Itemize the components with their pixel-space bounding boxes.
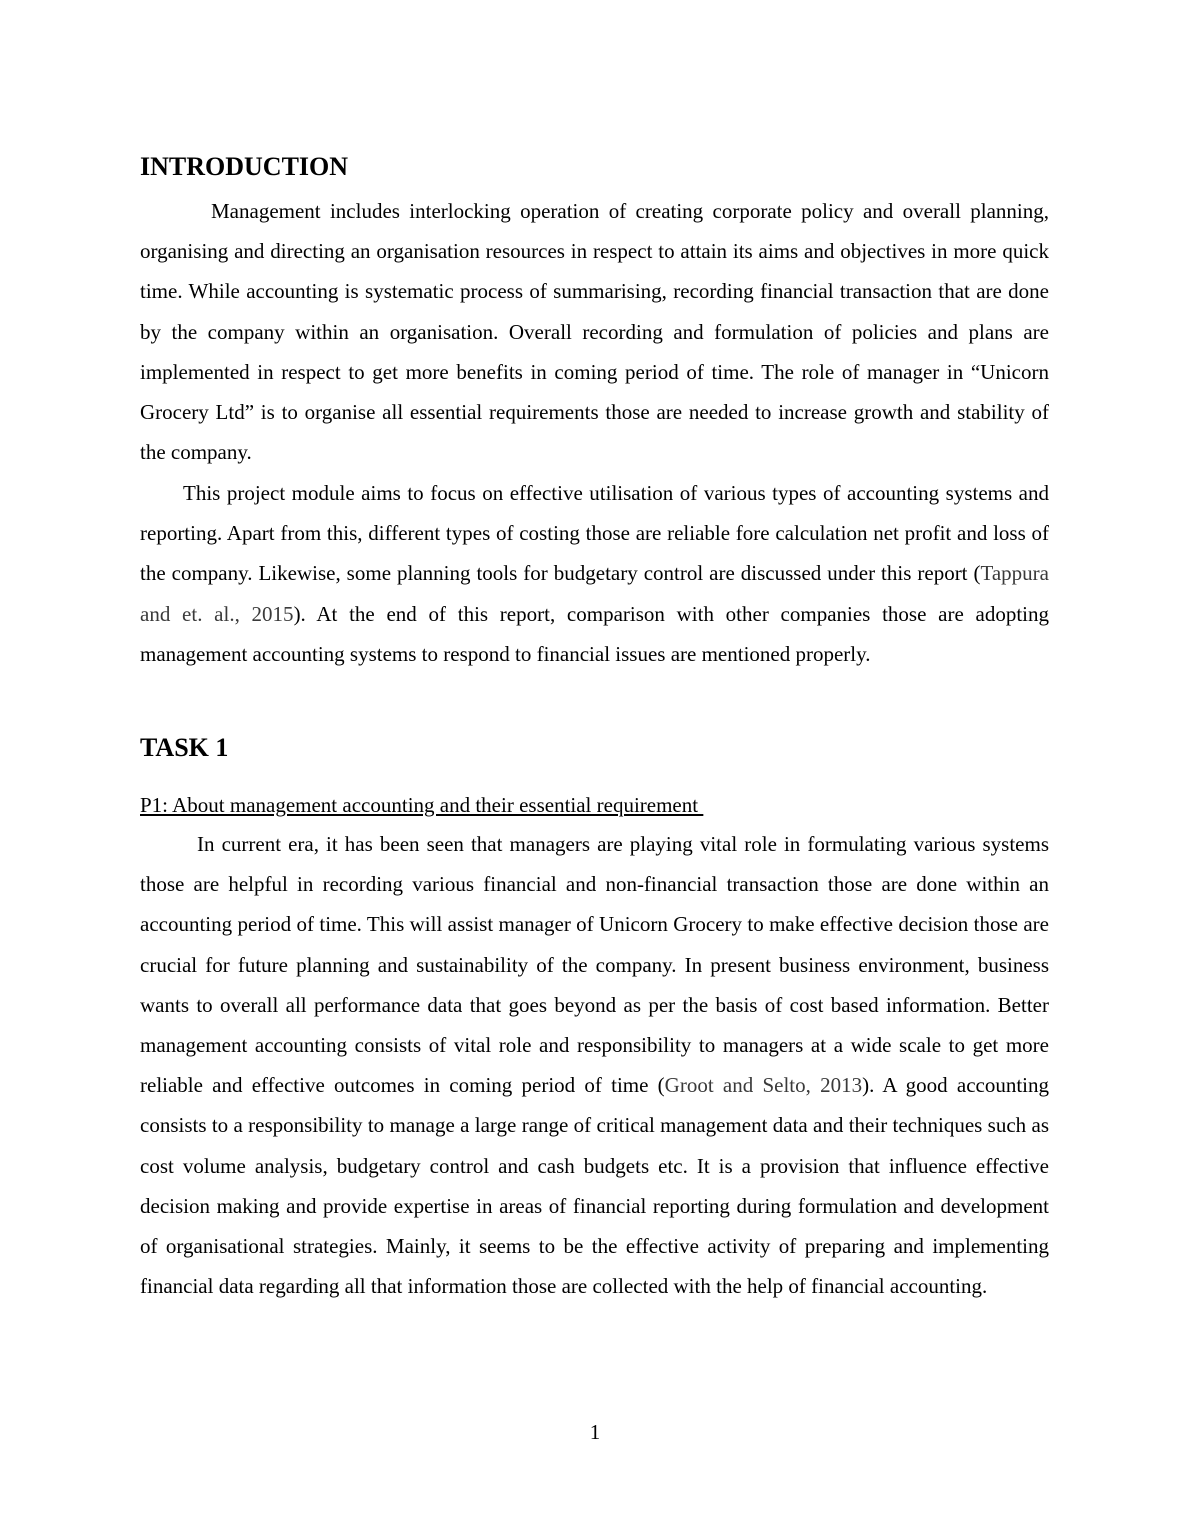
citation-groot-selto: Groot and Selto, 2013 xyxy=(664,1073,863,1098)
task1-paragraph xyxy=(140,824,1049,1306)
p1-subheading: P1: About management accounting and their essential requirement xyxy=(140,793,704,817)
citation-tappura: Tappura and et. al., 2015 xyxy=(140,561,1049,626)
page-number: 1 xyxy=(589,1420,601,1444)
introduction-paragraph-2-text-start: This project module aims to focus on effective utilisation of various types of accounting systems and reporting. Apart from this, different types of costing those are reliable fore calculation net profit and loss of the company. Likewise, some planning tools for budgetary control are discussed under this report ( xyxy=(140,481,1049,586)
introduction-paragraph-2-text-end: ). At the end of this report, comparison with other companies those are adopting management accounting systems to respond to financial issues are mentioned properly. xyxy=(140,601,1049,666)
task1-heading: TASK 1 xyxy=(140,733,229,762)
introduction-paragraph-1: Management includes interlocking operation of creating corporate policy and overall planning, organising and directing an organisation resources in respect to attain its aims and objectives in more quick time. While accounting is systematic process of summarising, recording financial transaction that are done by the company within an organisation. Overall recording and formulation of policies and plans are implemented in respect to get more benefits in coming period of time. The role of manager in “Unicorn Grocery Ltd” is to organise all essential requirements those are needed to increase growth and stability of the company. xyxy=(140,199,1049,465)
task1-paragraph-text-start: In current era, it has been seen that managers are playing vital role in formulating various systems those are helpful in recording various financial and non-financial transaction those are done within an accounting period of time. This will assist manager of Unicorn Grocery to make effective decision those are crucial for future planning and sustainability of the company. In present business environment, business wants to overall all performance data that goes beyond as per the basis of cost based information. Better management accounting consists of vital role and responsibility to managers at a wide scale to get more reliable and effective outcomes in coming period of time ( xyxy=(140,832,1049,1098)
introduction-paragraph-2 xyxy=(140,473,1049,674)
task1-paragraph-text-end: ). A good accounting consists to a responsibility to manage a large range of critical management data and their techniques such as cost volume analysis, budgetary control and cash budgets etc. It is a provision that influence effective decision making and provide expertise in areas of financial reporting during formulation and development of organisational strategies. Mainly, it seems to be the effective activity of preparing and implementing financial data regarding all that information those are collected with the help of financial accounting. xyxy=(140,1073,1050,1299)
introduction-heading: INTRODUCTION xyxy=(140,152,349,181)
